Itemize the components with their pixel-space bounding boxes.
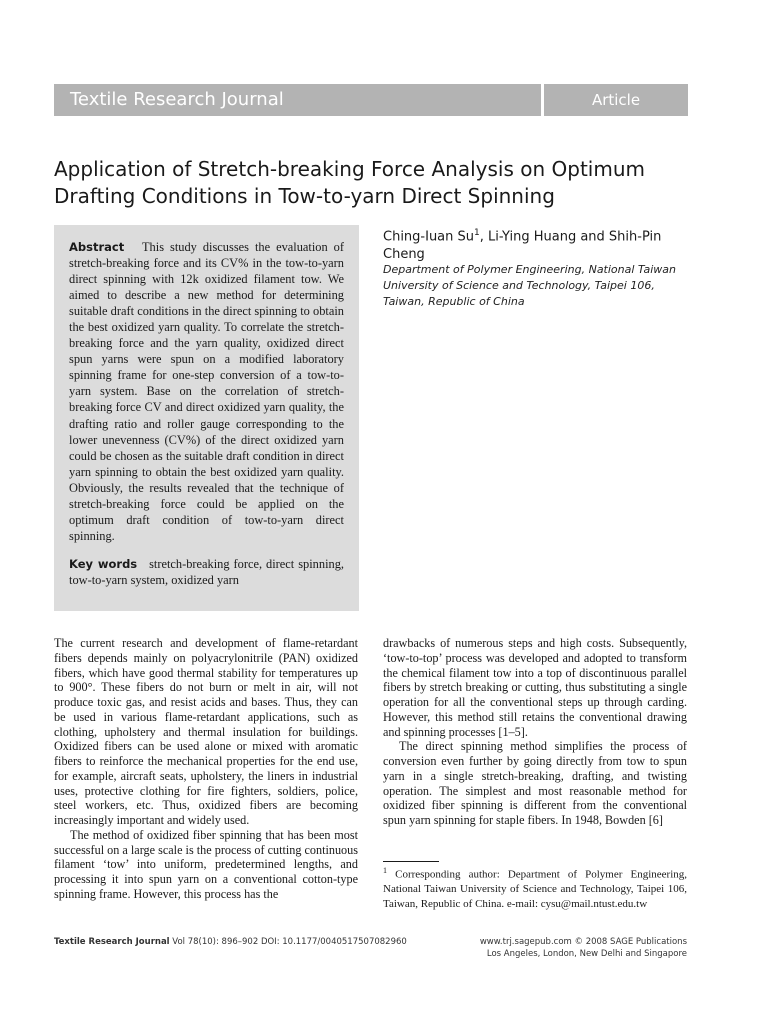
paper-title: Application of Stretch-breaking Force Analysis on Optimum Drafting Conditions in Tow-to-yarn Direct Spinning <box>54 157 645 208</box>
body-column-left <box>54 636 358 902</box>
footer-citation-text: Vol 78(10): 896–902 DOI: 10.1177/0040517507082960 <box>172 937 407 947</box>
abstract-paragraph <box>69 239 344 544</box>
author-list <box>383 224 683 264</box>
body-paragraph: The current research and development of flame-retardant fibers depends mainly on polyacrylonitrile (PAN) oxidized fibers, which have good thermal stability for temperatures up to 900°. These fibers do not burn or melt in air, will not produce toxic gas, and resist acids and bases. Thus, they can be used in various flame-retardant applications, such as clothing, upholstery and thermal insulation for buildings. Oxidized fibers can be used alone or mixed with aromatic fibers to reinforce the mechanical properties for the end use, for example, aircraft seats, upholstery, the liners in industrial uses, protective clothing for fire fighters, soldiers, police, steel workers, etc. Thus, oxidized fibers are becoming increasingly important and widely used. <box>54 636 358 827</box>
abstract-box <box>54 225 359 611</box>
keywords-paragraph <box>69 556 344 588</box>
body-paragraph: The method of oxidized fiber spinning that has been most successful on a large scale is the process of cutting continuous filament ‘tow’ into uniform, predetermined lengths, and processing it into spun yarn on a conventional cotton-type spinning frame. However, this process has the <box>54 827 358 901</box>
footnote-text: Corresponding author: Department of Polymer Engineering, National Taiwan University of Science and Technology, Taipei 106, Taiwan, Republic of China. e-mail: cysu@mail.ntust.edu.tw <box>383 868 688 910</box>
body-paragraph: The direct spinning method simplifies the process of conversion even further by going directly from tow to spun yarn in a single stretch-breaking, drafting, and twisting operation. The simplest and most reasonable method for oxidized fiber spinning is different from the conventional spun yarn spinning for staple fibers. In 1948, Bowden [6] <box>383 739 687 827</box>
footnote <box>383 864 687 911</box>
keywords-label: Key words <box>69 556 138 571</box>
footnote-divider <box>383 861 439 862</box>
article-type-label: Article <box>591 91 641 109</box>
keywords-text: stretch-breaking force, direct spinning, tow-to-yarn system, oxidized yarn <box>69 556 344 587</box>
footer-publisher <box>480 936 687 960</box>
body-paragraph: drawbacks of numerous steps and high costs. Subsequently, ‘tow-to-top’ process was developed and adopted to transform the chemical filament tow into a top of discontinuous parallel fibers by stretch breaking or cutting, thus substituting a single operation for all the conventional steps up through carding. However, this method still retains the conventional drawing and spinning processes [1–5]. <box>383 636 687 739</box>
footer-publisher-line: Los Angeles, London, New Delhi and Singapore <box>486 949 687 959</box>
author-first: Ching-Iuan Su <box>383 229 475 245</box>
body-column-right <box>383 636 687 828</box>
journal-name: Textile Research Journal <box>70 89 284 110</box>
footer-publisher-line: www.trj.sagepub.com © 2008 SAGE Publications <box>479 937 687 947</box>
footer-citation <box>54 937 407 947</box>
abstract-label: Abstract <box>69 240 125 254</box>
journal-banner <box>54 84 688 116</box>
footnote-mark: 1 <box>383 866 387 875</box>
footer-journal-name: Textile Research Journal <box>54 937 170 947</box>
author-footnote-mark: 1 <box>474 228 480 238</box>
abstract-text: This study discusses the evaluation of stretch-breaking force and its CV% in the tow-to-yarn direct spinning with 12k oxidized filament tow. We aimed to describe a new method for determining suitable draft conditions in the direct spinning to obtain the best oxidized yarn quality. To correlate the stretch-breaking force and the yarn quality, oxidized direct spun yarns were spun on a modified laboratory spinning frame for one-step conversion of a tow-to-yarn system. Base on the correlation of stretch-breaking force CV and direct oxidized yarn quality, the drafting ratio and roller gauge corresponding to the lower unevenness (CV%) of the direct oxidized yarn could be chosen as the suitable draft condition in direct yarn spinning to obtain the best oxidized yarn quality. Obviously, the results revealed that the technique of stretch-breaking force could be applied on the optimum draft condition of tow-to-yarn direct spinning. <box>69 240 344 543</box>
author-affiliation: Department of Polymer Engineering, National Taiwan University of Science and Technology, Taipei 106, Taiwan, Republic of China <box>383 263 676 308</box>
author-rest: , Li-Ying Huang and Shih-Pin Cheng <box>383 229 662 263</box>
